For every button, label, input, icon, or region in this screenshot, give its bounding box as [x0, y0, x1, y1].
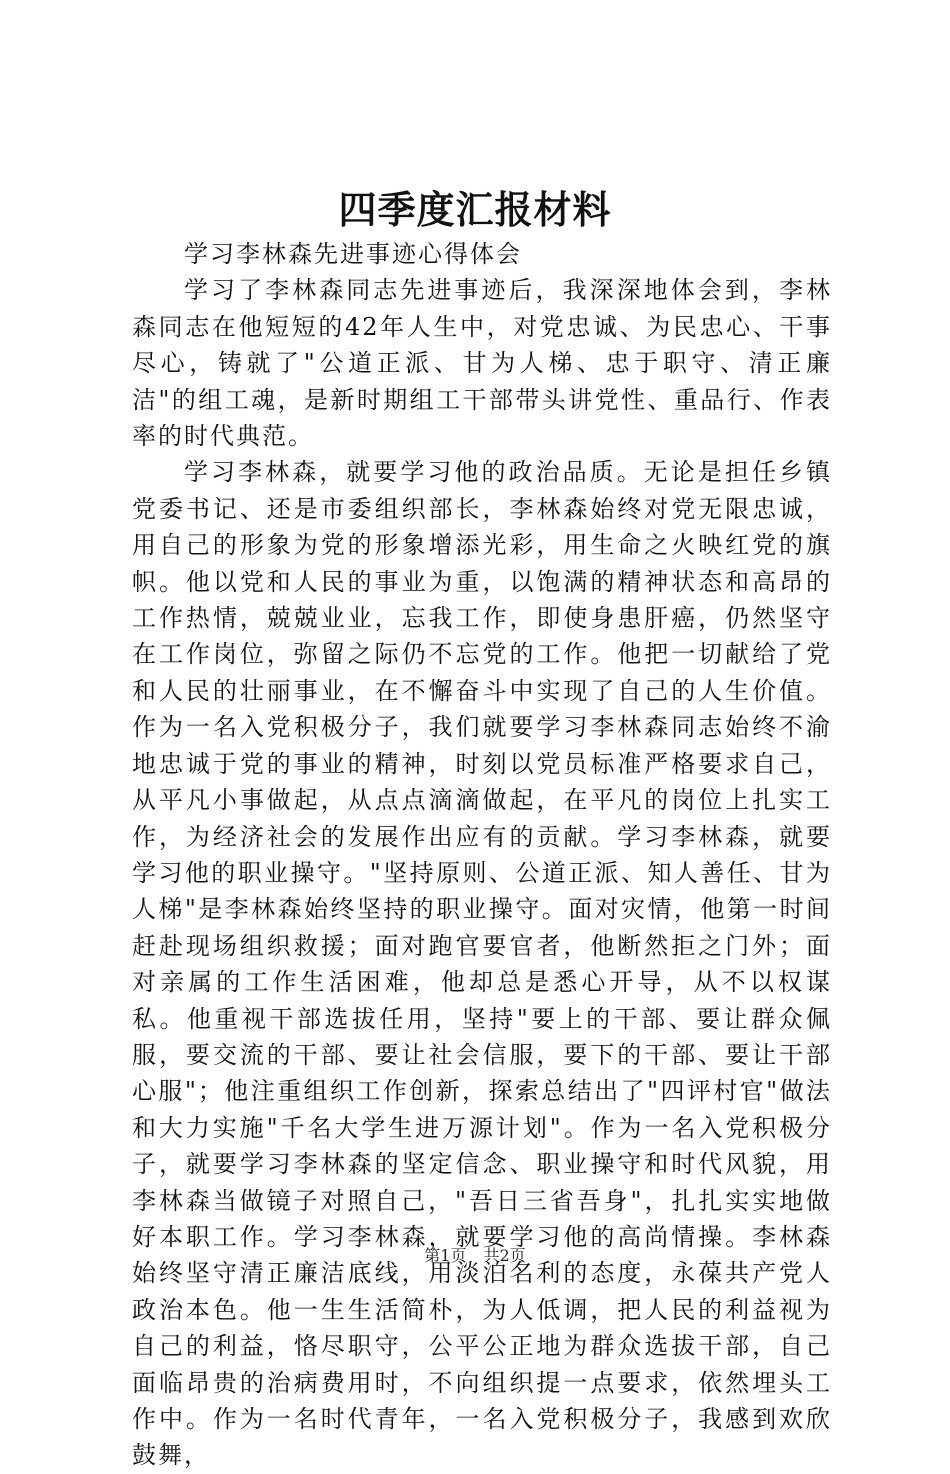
- document-body: [132, 236, 832, 1474]
- page-total: 共2页: [483, 1246, 526, 1265]
- paragraph-main: 学习李林森，就要学习他的政治品质。无论是担任乡镇党委书记、还是市委组织部长，李林森始终对党无限忠诚，用自己的形象为党的形象增添光彩，用生命之火映红党的旗帜。他以党和人民的事业为重，以饱满的精神状态和高昂的工作热情，兢兢业业，忘我工作，即使身患肝癌，仍然坚守在工作岗位，弥留之际仍不忘党的工作。他把一切献给了党和人民的壮丽事业，在不懈奋斗中实现了自己的人生价值。作为一名入党积极分子，我们就要学习李林森同志始终不渝地忠诚于党的事业的精神，时刻以党员标准严格要求自己，从平凡小事做起，从点点滴滴做起，在平凡的岗位上扎实工作，为经济社会的发展作出应有的贡献。学习李林森，就要学习他的职业操守。"坚持原则、公道正派、知人善任、甘为人梯"是李林森始终坚持的职业操守。面对灾情，他第一时间赶赴现场组织救援；面对跑官要官者，他断然拒之门外；面对亲属的工作生活困难，他却总是悉心开导，从不以权谋私。他重视干部选拔任用，坚持"要上的干部、要让群众佩服，要交流的干部、要让社会信服，要下的干部、要让干部心服"；他注重组织工作创新，探索总结出了"四评村官"做法和大力实施"千名大学生进万源计划"。作为一名入党积极分子，就要学习李林森的坚定信念、职业操守和时代风貌，用李林森当做镜子对照自己，"吾日三省吾身"，扎扎实实地做好本职工作。学习李林森，就要学习他的高尚情操。李林森始终坚守清正廉洁底线，用淡泊名利的态度，永葆共产党人政治本色。他一生生活简朴，为人低调，把人民的利益视为自己的利益，恪尽职守，公平公正地为群众选拔干部，自己面临昂贵的治病费用时，不向组织提一点要求，依然埋头工作中。作为一名时代青年，一名入党积极分子，我感到欢欣鼓舞，: [132, 458, 832, 1470]
- page-footer: [0, 1246, 950, 1266]
- paragraph-intro: 学习了李林森同志先进事迹后，我深深地体会到，李林森同志在他短短的42年人生中，对党忠诚、为民忠心、干事尽心，铸就了"公道正派、甘为人梯、忠于职守、清正廉洁"的组工魂，是新时期组工干部带头讲党性、重品行、作表率的时代典范。: [132, 276, 832, 451]
- page-number: 第1页: [424, 1246, 467, 1265]
- document-title: 四季度汇报材料: [338, 187, 612, 232]
- document-subtitle: 学习李林森先进事迹心得体会: [184, 240, 522, 268]
